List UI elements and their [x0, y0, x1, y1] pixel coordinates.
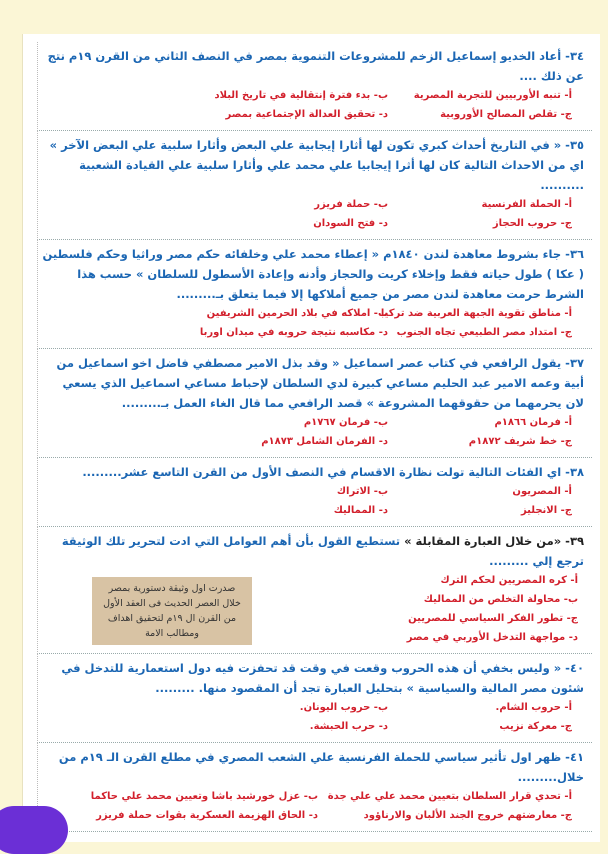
option-a[interactable]: أ- الحملة الفرنسية: [481, 199, 572, 210]
question-lead: ٣٩- «من خلال العبارة المقابلة »: [404, 534, 584, 548]
question-text: ٣٧- يقول الرافعي في كتاب عصر اسماعيل « وقد بذل الامير مصطفي فاضل اخو اسماعيل من أبية وعمه الامير عبد الحليم مساعي كبيرة لدي السلطان لإحباط مساعي اسماعيل الذي يسعي لان يحرمهما من حقوقهما المشروعة » قصد الرافعي مما قال الغاء العمل بـ.........: [56, 356, 584, 410]
option-d[interactable]: د- حرب الحبشة.: [309, 721, 388, 732]
option-a[interactable]: أ- المصريون: [512, 486, 572, 497]
question-text: ٣٦- جاء بشروط معاهدة لندن ١٨٤٠م « إعطاء محمد علي وخلفائه حكم مصر وراثيا وحكم فلسطين ( عكا ) طول حياته فقط وإخلاء كريت والحجاز وأدنه وإعادة الأسطول للسلطان » حسب هذا الشرط حرمت معاهدة لندن مصر من جميع أملاكها إلا فيما يتعلق بـ.........: [42, 247, 584, 301]
option-d[interactable]: د- تحقيق العدالة الإجتماعية بمصر: [225, 109, 388, 120]
question-35: [37, 131, 592, 240]
option-b[interactable]: ب- محاولة التخلص من المماليك: [423, 594, 578, 605]
exam-page: [22, 34, 600, 842]
question-34: [37, 42, 592, 131]
question-text: ٣٥- « في التاريخ أحداث كبري تكون لها أثارا إيجابية علي البعض وأثارا سلبية علي البعض الآخر » اي من الاحداث التالية كان لها أثرا إيجابيا علي محمد علي وأثارا سلبية علي القيادة الشعبية ..........: [49, 138, 584, 192]
question-text: ٤١- ظهر اول تأثير سياسي للحملة الفرنسية علي الشعب المصري في مطلع القرن الـ ١٩م من خلال.........: [58, 750, 584, 784]
option-c[interactable]: ج- امتداد مصر الطبيعي تجاه الجنوب: [396, 327, 572, 338]
option-a[interactable]: أ- مناطق تقوية الجبهة العربية ضد تركيا: [380, 308, 572, 319]
option-a[interactable]: أ- فرمان ١٨٦٦م: [494, 417, 572, 428]
option-d[interactable]: د- الفرمان الشامل ١٨٧٣م: [261, 436, 388, 447]
option-d[interactable]: د- المماليك: [333, 505, 388, 516]
question-39: [37, 527, 592, 654]
question-text: ٣٤- أعاد الخديو إسماعيل الزخم للمشروعات التنموية بمصر في النصف الثاني من القرن ١٩م نتج عن ذلك ....: [47, 49, 584, 83]
option-a[interactable]: أ- حروب الشام.: [495, 702, 572, 713]
option-c[interactable]: ج- تطور الفكر السياسي للمصريين: [408, 613, 578, 624]
option-b[interactable]: ب- بدء فترة إنتقالية في تاريخ البلاد: [214, 90, 388, 101]
option-a[interactable]: أ- تحدي قرار السلطان بتعيين محمد علي علي جدة: [327, 791, 572, 802]
option-b[interactable]: ب- عزل خورشيد باشا وتعيين محمد علي حاكما: [90, 791, 318, 802]
option-d[interactable]: د- فتح السودان: [313, 218, 388, 229]
option-d[interactable]: د- مواجهة التدخل الأوربي في مصر: [406, 632, 578, 643]
option-b[interactable]: ب- حروب اليونان.: [299, 702, 388, 713]
question-text: ٤٠- « وليس بخفي أن هذه الحروب وقعت في وقت قد تحفزت فيه دول استعمارية للتدخل في شئون مصر المالية والسياسية » بتحليل العبارة تجد أن المقصود منها. .........: [61, 661, 584, 695]
question-body: تستطيع القول بأن أهم العوامل التي ادت لتحرير تلك الوثيقة ترجع إلي .........: [61, 534, 584, 568]
option-c[interactable]: ج- معارضتهم خروج الجند الألبان والارناؤود: [363, 810, 572, 821]
question-38: [37, 458, 592, 527]
option-a[interactable]: أ- تنبه الأوربيين للتجربة المصرية: [413, 90, 572, 101]
quote-box: صدرت اول وثيقة دستورية بمصر خلال العصر الحديث فى العقد الأول من القرن ال ١٩م لتحقيق اهداف ومطالب الامة: [92, 577, 252, 645]
option-b[interactable]: ب- حملة فريزر: [314, 199, 388, 210]
floating-action-shape[interactable]: [0, 806, 68, 854]
question-36: [37, 240, 592, 349]
option-c[interactable]: ج- خط شريف ١٨٧٢م: [468, 436, 572, 447]
option-c[interactable]: ج- معركة نزيب: [499, 721, 572, 732]
option-b[interactable]: ب- الاتراك: [336, 486, 388, 497]
option-c[interactable]: ج- تقلص المصالح الأوروبية: [440, 109, 572, 120]
option-b[interactable]: ب- املاكه في بلاد الحرمين الشريفين: [206, 308, 388, 319]
option-d[interactable]: د- الحاق الهزيمة العسكرية بقوات حملة فريزر: [96, 810, 318, 821]
question-40: [37, 654, 592, 743]
question-41: [37, 743, 592, 832]
option-c[interactable]: ج- حروب الحجاز: [492, 218, 572, 229]
option-b[interactable]: ب- فرمان ١٧٦٧م: [303, 417, 388, 428]
question-37: [37, 349, 592, 458]
option-a[interactable]: أ- كره المصريين لحكم الترك: [440, 575, 578, 586]
question-text: [42, 531, 584, 571]
option-d[interactable]: د- مكاسبه نتيجة حروبه في ميدان اوربا: [199, 327, 388, 338]
question-text: ٣٨- اي الفئات التالية تولت نظارة الاقسام في النصف الأول من القرن التاسع عشر.........: [82, 465, 584, 479]
option-c[interactable]: ج- الانجليز: [520, 505, 572, 516]
